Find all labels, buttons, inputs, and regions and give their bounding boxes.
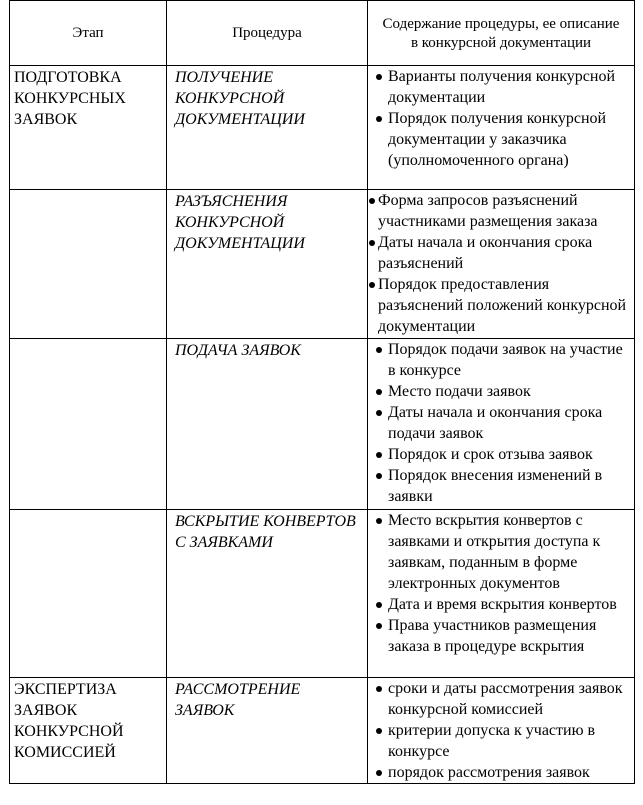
list-item: Даты начала и окончания срока подачи заявок [368,402,634,444]
list-item: Дата и время вскрытия конвертов [368,594,634,615]
list-item: порядок рассмотрения заявок [368,762,634,783]
table-row [10,678,635,784]
header-content: Содержание процедуры, ее описание в конкурсной документации [368,1,635,66]
procedure-label: РАЗЪЯСНЕНИЯ КОНКУРСНОЙ ДОКУМЕНТАЦИИ [175,193,305,252]
stage-cell [10,339,167,510]
procedure-cell [167,510,368,678]
list-item: Порядок и срок отзыва заявок [368,444,634,465]
table-row [10,66,635,190]
header-stage: Этап [10,1,167,66]
stage-label: ПОДГОТОВКА КОНКУРСНЫХ ЗАЯВОК [14,69,126,128]
list-item: Порядок получения конкурсной документации у заказчика (уполномоченного органа) [368,108,634,171]
list-item: Место вскрытия конвертов с заявками и открытия доступа к заявкам, поданным в форме электронных документов [368,510,634,594]
content-cell [368,66,635,190]
list-item: Порядок подачи заявок на участие в конкурсе [368,339,634,381]
content-cell [368,678,635,784]
content-list [368,339,634,507]
stage-label: ЭКСПЕРТИЗА ЗАЯВОК КОНКУРСНОЙ КОМИССИЕЙ [14,681,124,761]
content-list [368,510,634,657]
stage-cell [10,190,167,339]
list-item: Порядок предоставления разъяснений положений конкурсной документации [368,274,634,337]
procedure-table [9,0,635,784]
procedure-cell [167,190,368,339]
procedure-cell [167,339,368,510]
table-row [10,190,635,339]
content-list [368,678,634,783]
stage-cell [10,678,167,784]
stage-cell [10,66,167,190]
table-row [10,339,635,510]
content-list [368,66,634,171]
list-item: Права участников размещения заказа в процедуре вскрытия [368,615,634,657]
list-item: Место подачи заявок [368,381,634,402]
stage-label [10,339,166,340]
content-cell [368,510,635,678]
list-item: Порядок внесения изменений в заявки [368,465,634,507]
content-cell [368,190,635,339]
stage-label [10,190,166,191]
procedure-cell [167,678,368,784]
procedure-label: ПОЛУЧЕНИЕ КОНКУРСНОЙ ДОКУМЕНТАЦИИ [175,69,305,128]
table-row [10,510,635,678]
stage-label [10,510,166,511]
procedure-cell [167,66,368,190]
header-procedure: Процедура [167,1,368,66]
list-item: Форма запросов разъяснений участниками размещения заказа [368,190,634,232]
procedure-label: ПОДАЧА ЗАЯВОК [175,342,301,359]
procedure-label: ВСКРЫТИЕ КОНВЕРТОВ С ЗАЯВКАМИ [175,513,356,551]
content-list [368,190,634,337]
stage-cell [10,510,167,678]
list-item: Даты начала и окончания срока разъяснений [368,232,634,274]
list-item: Варианты получения конкурсной документации [368,66,634,108]
table-header-row [10,1,635,66]
list-item: сроки и даты рассмотрения заявок конкурсной комиссией [368,678,634,720]
list-item: критерии допуска к участию в конкурсе [368,720,634,762]
content-cell [368,339,635,510]
procedure-label: РАССМОТРЕНИЕ ЗАЯВОК [175,681,301,719]
